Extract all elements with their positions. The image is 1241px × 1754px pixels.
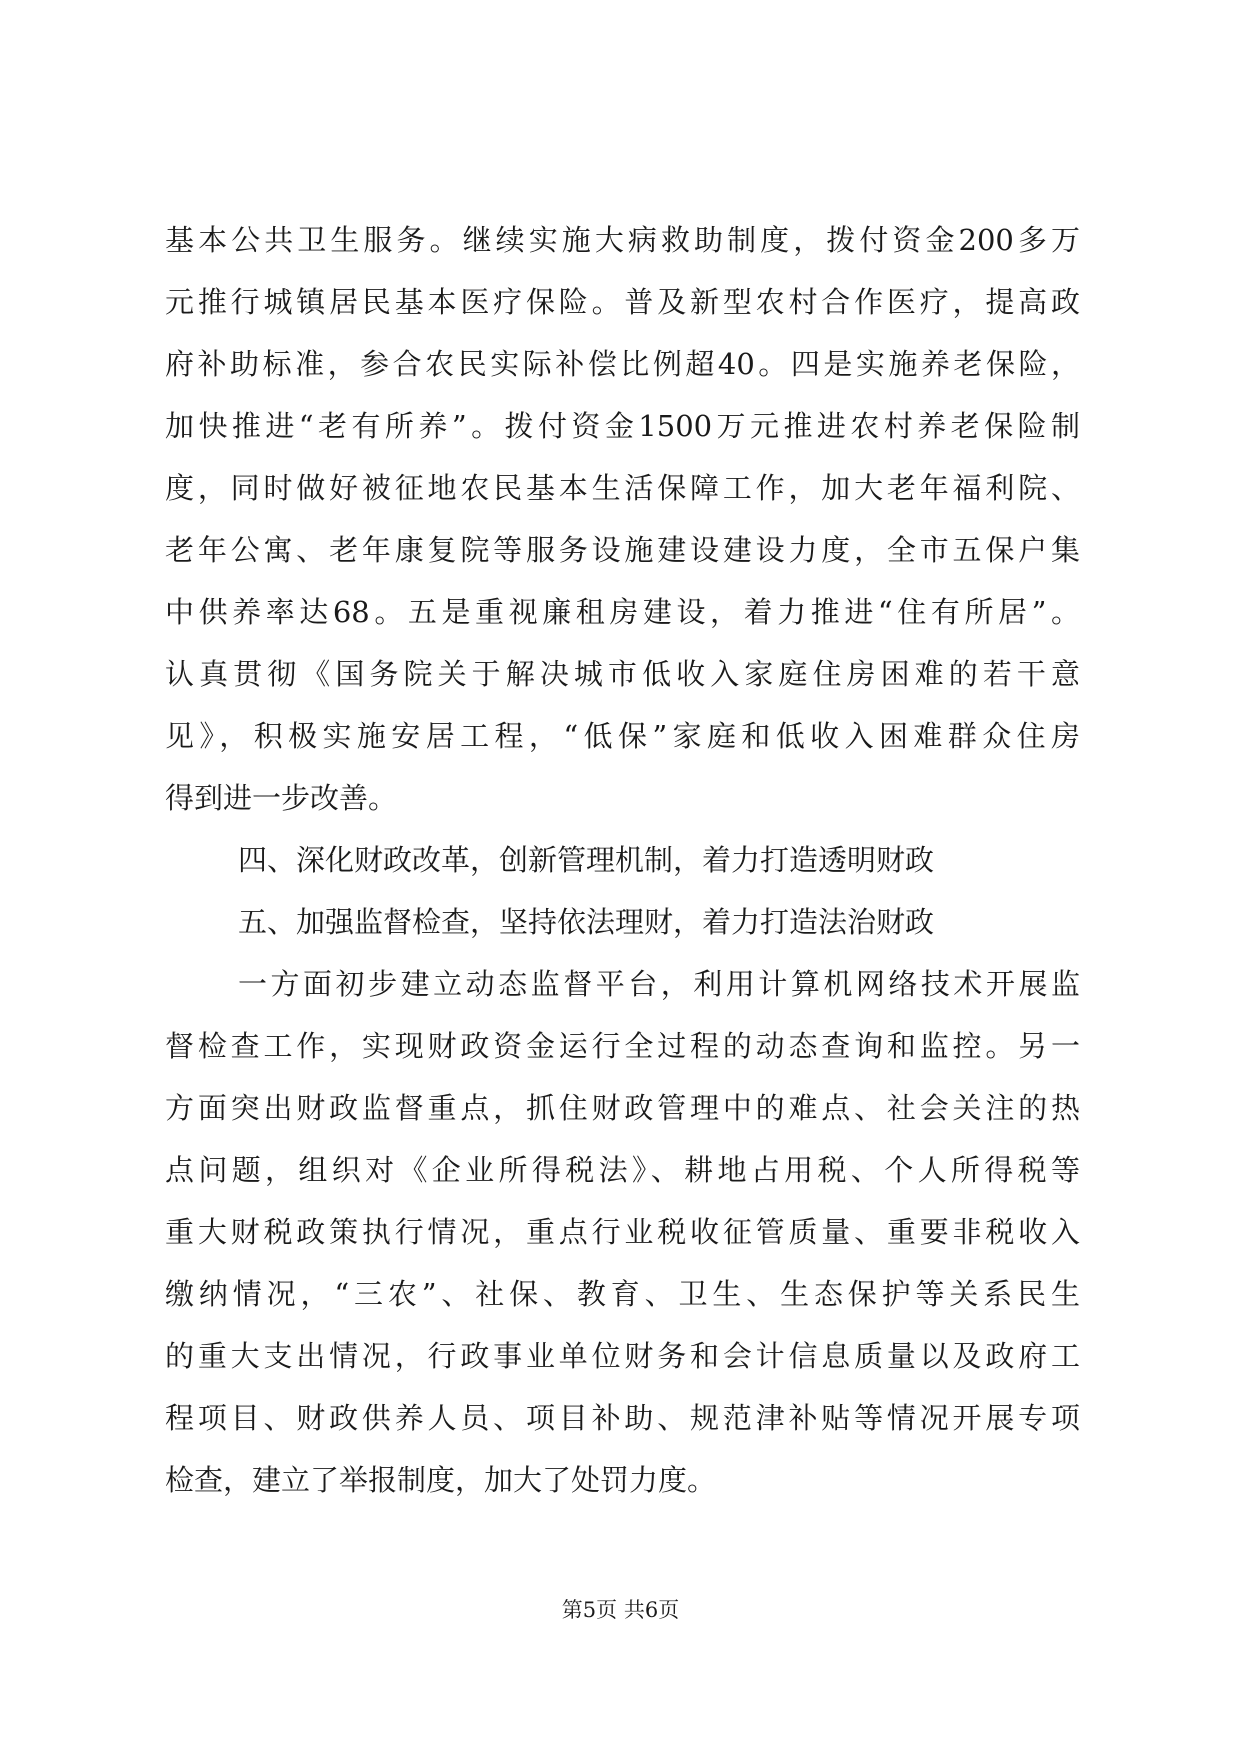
body-line: 中供养率达68。五是重视廉租房建设，着力推进“住有所居”。 — [165, 595, 1080, 629]
body-line: 度，同时做好被征地农民基本生活保障工作，加大老年福利院、 — [165, 471, 1080, 505]
document-body — [165, 209, 1080, 1511]
body-line: 得到进一步改善。 — [165, 781, 398, 815]
section-heading: 四、深化财政改革，创新管理机制，着力打造透明财政 — [238, 843, 935, 877]
body-line: 的重大支出情况，行政事业单位财务和会计信息质量以及政府工 — [165, 1339, 1080, 1373]
section-heading: 五、加强监督检查，坚持依法理财，着力打造法治财政 — [238, 905, 935, 939]
body-line: 老年公寓、老年康复院等服务设施建设建设力度，全市五保户集 — [165, 533, 1080, 567]
body-line: 点问题，组织对《企业所得税法》、耕地占用税、个人所得税等 — [165, 1153, 1080, 1187]
body-line: 府补助标准，参合农民实际补偿比例超40。四是实施养老保险， — [165, 347, 1080, 381]
body-line: 基本公共卫生服务。继续实施大病救助制度，拨付资金200多万 — [165, 223, 1080, 257]
body-line: 元推行城镇居民基本医疗保险。普及新型农村合作医疗，提高政 — [165, 285, 1080, 319]
page-footer — [0, 1595, 1241, 1625]
body-line: 方面突出财政监督重点，抓住财政管理中的难点、社会关注的热 — [165, 1091, 1080, 1125]
body-line: 缴纳情况，“三农”、社保、教育、卫生、生态保护等关系民生 — [165, 1277, 1080, 1311]
page-number-label: 第5页 共6页 — [561, 1598, 680, 1622]
body-line: 程项目、财政供养人员、项目补助、规范津补贴等情况开展专项 — [165, 1401, 1080, 1435]
body-line: 督检查工作，实现财政资金运行全过程的动态查询和监控。另一 — [165, 1029, 1080, 1063]
body-line: 认真贯彻《国务院关于解决城市低收入家庭住房困难的若干意 — [165, 657, 1080, 691]
body-line: 检查，建立了举报制度，加大了处罚力度。 — [165, 1463, 717, 1497]
body-line: 见》，积极实施安居工程，“低保”家庭和低收入困难群众住房 — [165, 719, 1080, 753]
paragraph-first-line: 一方面初步建立动态监督平台，利用计算机网络技术开展监 — [238, 967, 1080, 1001]
body-line: 重大财税政策执行情况，重点行业税收征管质量、重要非税收入 — [165, 1215, 1080, 1249]
body-line: 加快推进“老有所养”。拨付资金1500万元推进农村养老保险制 — [165, 409, 1080, 443]
